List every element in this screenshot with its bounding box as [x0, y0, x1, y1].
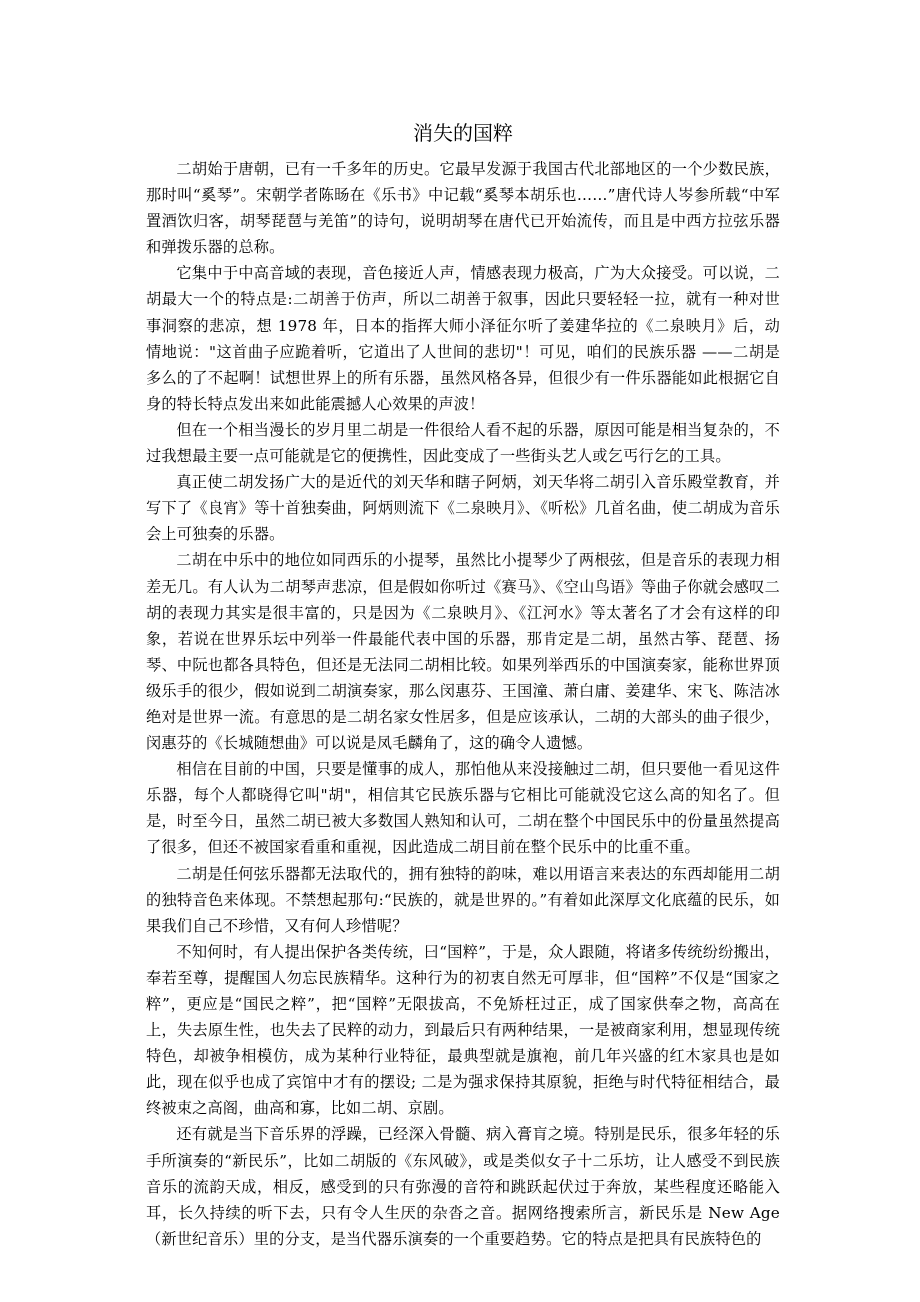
document-page — [146, 118, 780, 1252]
document-title: 消失的国粹 — [413, 121, 513, 145]
paragraph: 它集中于中高音域的表现，音色接近人声，情感表现力极高，广为大众接受。可以说，二胡最大一个的特点是:二胡善于仿声，所以二胡善于叙事，因此只要轻轻一拉，就有一种对世事洞察的悲凉，想 1978 年，日本的指挥大师小泽征尔听了姜建华拉的《二泉映月》后，动情地说："这首曲子应跪着听，它道出了人世间的悲切"！可见，咱们的民族乐器 ——二胡是多么的了不起啊！试想世界上的所有乐器，虽然风格各异，但很少有一件乐器能如此根据它自身的特长特点发出来如此能震撼人心效果的声波！ — [146, 264, 780, 413]
paragraph: 还有就是当下音乐界的浮躁，已经深入骨髓、病入膏肓之境。特别是民乐，很多年轻的乐手所演奏的“新民乐”，比如二胡版的《东风破》，或是类似女子十二乐坊，让人感受不到民族音乐的流韵天成，相反，感受到的只有弥漫的音符和跳跃起伏过于奔放，某些程度还略能入耳，长久持续的听下去，只有令人生厌的杂沓之音。据网络搜索所言，新民乐是 New Age（新世纪音乐）里的分支，是当代器乐演奏的一个重要趋势。它的特点是把具有民族特色的 — [146, 1125, 780, 1248]
paragraph: 真正使二胡发扬广大的是近代的刘天华和瞎子阿炳，刘天华将二胡引入音乐殿堂教育，并写下了《良宵》等十首独奏曲，阿炳则流下《二泉映月》、《听松》几首名曲，使二胡成为音乐会上可独奏的乐器。 — [146, 473, 780, 544]
paragraph: 相信在目前的中国，只要是懂事的成人，那怕他从来没接触过二胡，但只要他一看见这件乐器，每个人都晓得它叫"胡"，相信其它民族乐器与它相比可能就没它这么高的知名了。但是，时至今日，虽然二胡已被大多数国人熟知和认可，二胡在整个中国民乐中的份量虽然提高了很多，但还不被国家看重和重视，因此造成二胡目前在整个民乐中的比重不重。 — [146, 760, 780, 857]
paragraph: 不知何时，有人提出保护各类传统，曰“国粹”，于是，众人跟随，将诸多传统纷纷搬出，奉若至尊，提醒国人勿忘民族精华。这种行为的初衷自然无可厚非，但“国粹”不仅是“国家之粹”，更应是“国民之粹”，把“国粹”无限拔高，不免矫枉过正，成了国家供奉之物，高高在上，失去原生性，也失去了民粹的动力，到最后只有两种结果，一是被商家利用，想显现传统特色，却被争相模仿，成为某种行业特征，最典型就是旗袍，前几年兴盛的红木家具也是如此，现在似乎也成了宾馆中才有的摆设; 二是为强求保持其原貌，拒绝与时代特征相结合，最终被束之高阁，曲高和寡，比如二胡、京剧。 — [146, 942, 780, 1118]
paragraph: 二胡始于唐朝，已有一千多年的历史。它最早发源于我国古代北部地区的一个少数民族，那时叫“奚琴”。宋朝学者陈旸在《乐书》中记载“奚琴本胡乐也……”唐代诗人岑参所载“中军置酒饮归客，胡琴琵琶与羌笛”的诗句，说明胡琴在唐代已开始流传，而且是中西方拉弦乐器和弹拨乐器的总称。 — [146, 160, 780, 257]
paragraph: 但在一个相当漫长的岁月里二胡是一件很给人看不起的乐器，原因可能是相当复杂的，不过我想最主要一点可能就是它的便携性，因此变成了一些街头艺人或乞丐行乞的工具。 — [146, 420, 780, 466]
paragraph: 二胡在中乐中的地位如同西乐的小提琴，虽然比小提琴少了两根弦，但是音乐的表现力相差无几。有人认为二胡琴声悲凉，但是假如你听过《赛马》、《空山鸟语》等曲子你就会感叹二胡的表现力其实是很丰富的，只是因为《二泉映月》、《江河水》等太著名了才会有这样的印象，若说在世界乐坛中列举一件最能代表中国的乐器，那肯定是二胡，虽然古筝、琵琶、扬琴、中阮也都各具特色，但还是无法同二胡相比较。如果列举西乐的中国演奏家，能称世界顶级乐手的很少，假如说到二胡演奏家，那么闵惠芬、王国潼、萧白庸、姜建华、宋飞、陈洁冰绝对是世界一流。有意思的是二胡名家女性居多，但是应该承认，二胡的大部头的曲子很少，闵惠芬的《长城随想曲》可以说是凤毛麟角了，这的确令人遗憾。 — [146, 551, 780, 753]
paragraph: 二胡是任何弦乐器都无法取代的，拥有独特的韵味，难以用语言来表达的东西却能用二胡的独特音色来体现。不禁想起那句:“民族的，就是世界的。”有着如此深厚文化底蕴的民乐，如果我们自己不珍惜，又有何人珍惜呢？ — [146, 864, 780, 935]
